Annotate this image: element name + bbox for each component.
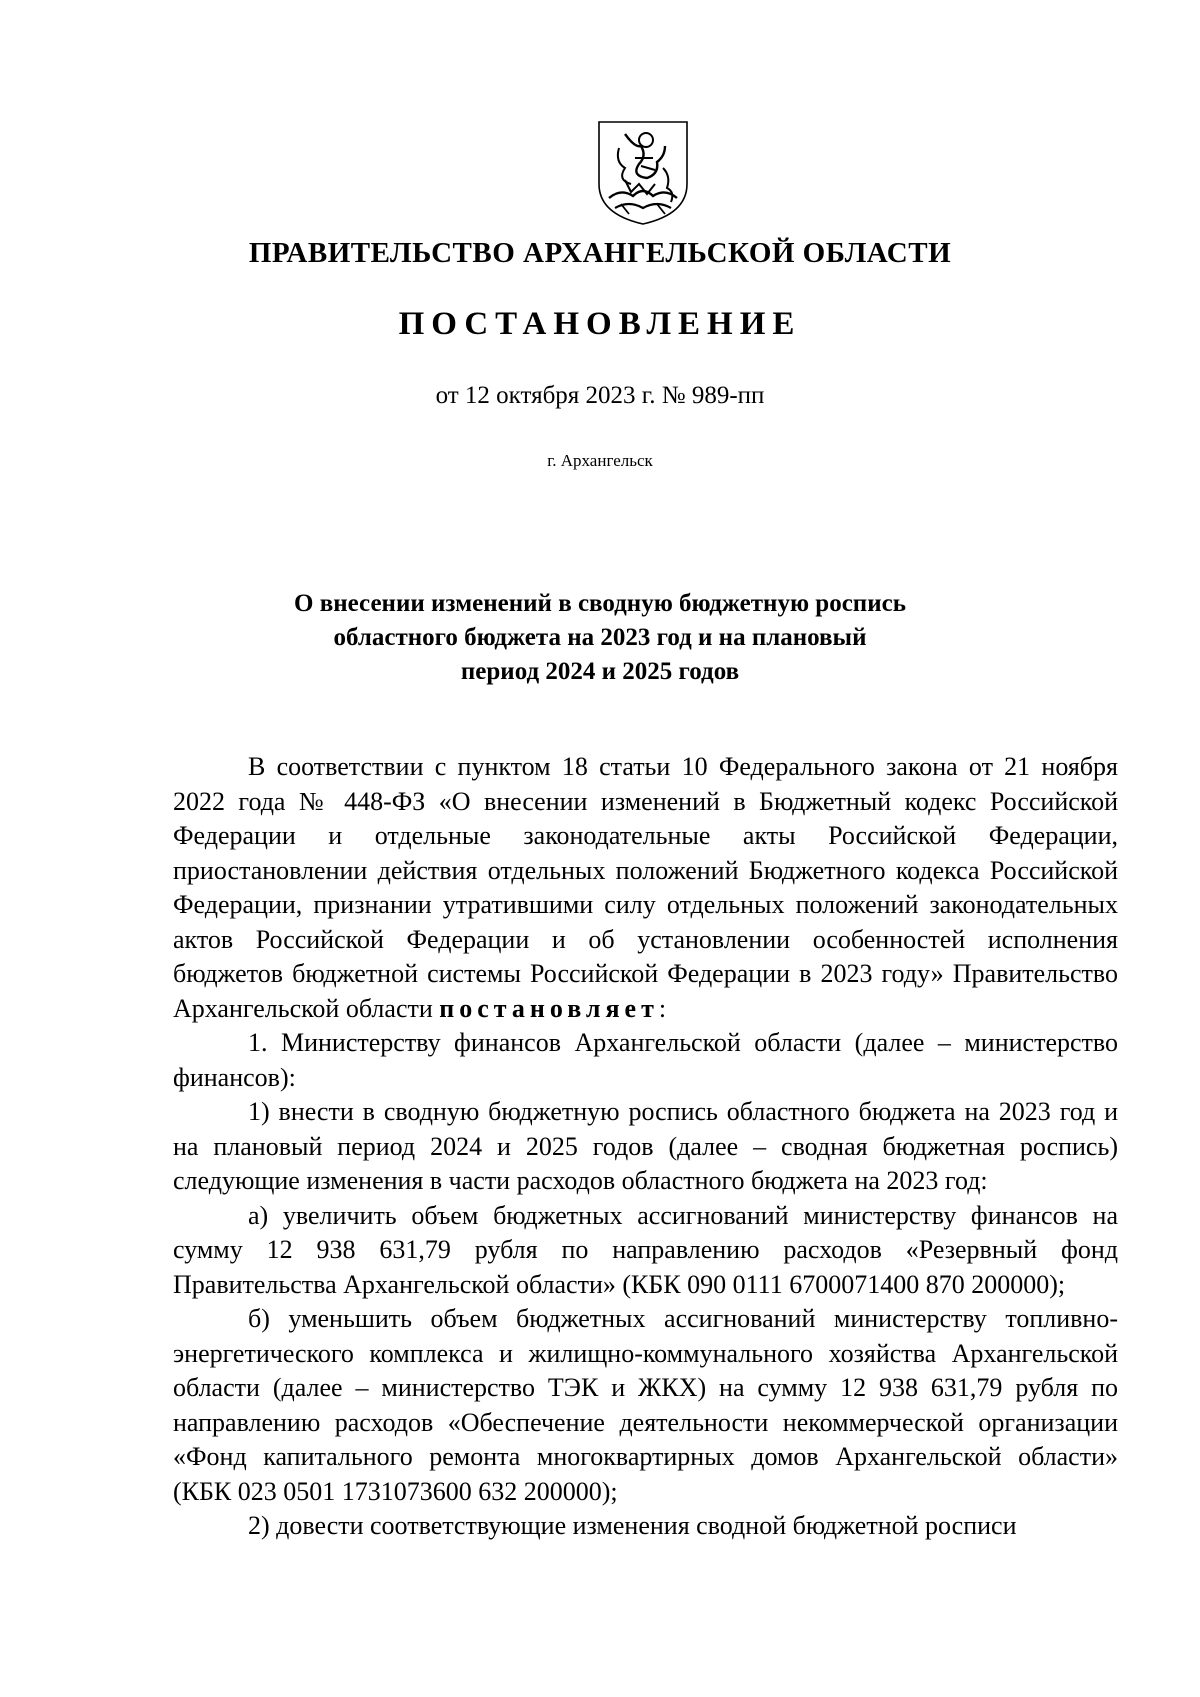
document-subject (0, 587, 1200, 689)
decree-colon: : (658, 993, 667, 1023)
preamble-text: В соответствии с пунктом 18 статьи 10 Федерального закона от 21 ноября 2022 года № 448-ФЗ «О внесении изменений в Бюджетный кодекс Российской Федерации и отдельные законодательные акты Российской Федерации, приостановлении действия отдельных положений Бюджетного кодекса Российской Федерации, признании утратившими силу отдельных положений законодательных актов Российской Федерации и об установлении особенностей исполнения бюджетов бюджетной системы Российской Федерации в 2023 году» Правительство Архангельской области (173, 752, 1118, 1023)
subject-line-3: период 2024 и 2025 годов (460, 658, 740, 685)
subject-line-2: областного бюджета на 2023 год и на плановый (333, 624, 867, 651)
government-title: ПРАВИТЕЛЬСТВО АРХАНГЕЛЬСКОЙ ОБЛАСТИ (248, 237, 952, 269)
decree-word: постановляет (439, 993, 659, 1023)
document-type: ПОСТАНОВЛЕНИЕ (398, 306, 802, 342)
document-body (173, 750, 1118, 1544)
item-1-1-b: б) уменьшить объем бюджетных ассигнований министерству топливно-энергетического комплекса и жилищно-коммунального хозяйства Архангельской области (далее – министерство ТЭК и ЖКХ) на сумму 12 938 631,79 рубля по направлению расходов «Обеспечение деятельности некоммерческой организации «Фонд капитального ремонта многоквартирных домов Архангельской области» (КБК 023 0501 1731073600 632 200000); (173, 1304, 1118, 1506)
subject-line-1: О внесении изменений в сводную бюджетную роспись (294, 590, 906, 617)
document-date-number: от 12 октября 2023 г. № 989-пп (435, 382, 765, 409)
item-1: 1. Министерству финансов Архангельской области (далее – министерство финансов): (173, 1028, 1118, 1092)
arkhangelsk-coat-of-arms-icon (595, 118, 691, 228)
item-1-1: 1) внести в сводную бюджетную роспись областного бюджета на 2023 год и на плановый период 2024 и 2025 годов (далее – сводная бюджетная роспись) следующие изменения в части расходов областного бюджета на 2023 год: (173, 1097, 1118, 1195)
item-1-2: 2) довести соответствующие изменения сводной бюджетной росписи (248, 1511, 1017, 1540)
item-1-1-a: а) увеличить объем бюджетных ассигнований министерству финансов на сумму 12 938 631,79 рубля по направлению расходов «Резервный фонд Правительства Архангельской области» (КБК 090 0111 6700071400 870 200000); (173, 1200, 1118, 1299)
preamble-paragraph (173, 750, 1118, 1026)
document-city: г. Архангельск (547, 451, 653, 470)
